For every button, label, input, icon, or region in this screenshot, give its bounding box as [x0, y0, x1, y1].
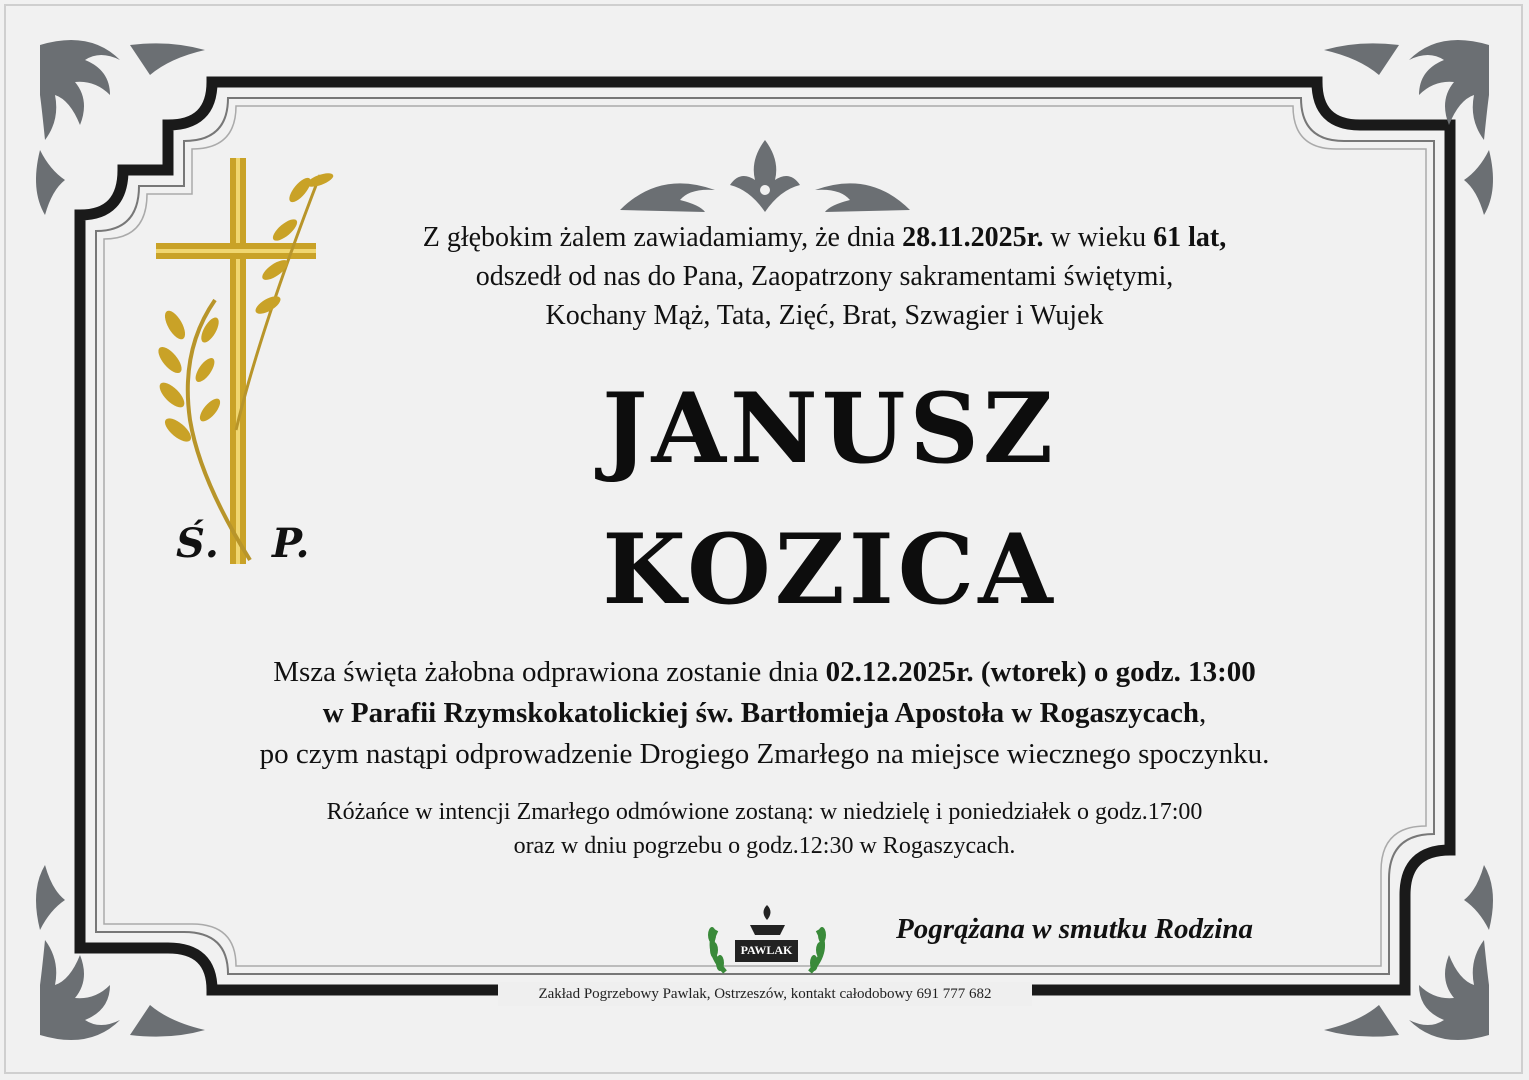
deceased-last-name: KOZICA	[602, 513, 1057, 626]
announcement-intro	[60, 218, 1529, 335]
age: 61 lat,	[1153, 222, 1227, 253]
mass-line-2	[0, 693, 1529, 734]
family-signature: Pogrążana w smutku Rodzina	[896, 913, 1253, 945]
initial-left: Ś.	[176, 520, 219, 567]
deceased-first-name: JANUSZ	[602, 372, 1057, 485]
funeral-home-footer: Zakład Pogrzebowy Pawlak, Ostrzeszów, kontakt całodobowy 691 777 682	[498, 982, 1032, 1006]
rosary-info	[0, 795, 1529, 863]
mass-line-1	[0, 652, 1529, 693]
intro-text: Z głębokim żalem zawiadamiamy, że dnia	[422, 222, 903, 253]
intro-line-1	[60, 218, 1529, 257]
mass-location: w Parafii Rzymskokatolickiej św. Bartłomieja Apostoła w Rogaszycach	[322, 697, 1200, 729]
intro-line-2: odszedł od nas do Pana, Zaopatrzony sakramentami świętymi,	[475, 261, 1174, 292]
death-date: 28.11.2025r.	[902, 222, 1044, 253]
intro-line-3: Kochany Mąż, Tata, Zięć, Brat, Szwagier i Wujek	[545, 300, 1104, 331]
top-center-ornament	[620, 140, 910, 212]
rosary-line-2: oraz w dniu pogrzebu o godz.12:30 w Rogaszycach.	[513, 833, 1016, 859]
intro-age-text: w wieku	[1043, 222, 1154, 253]
logo-name: PAWLAK	[740, 943, 793, 957]
mass-location-tail: ,	[1199, 697, 1207, 729]
funeral-home-logo	[708, 905, 826, 972]
initial-right: P.	[272, 520, 310, 567]
mass-line-3: po czym nastąpi odprowadzenie Drogiego Zmarłego na miejsce wiecznego spoczynku.	[259, 738, 1270, 770]
mass-datetime: 02.12.2025r. (wtorek) o godz. 13:00	[825, 656, 1256, 688]
rosary-line-1: Różańce w intencji Zmarłego odmówione zostaną: w niedzielę i poniedziałek o godz.17:00	[326, 799, 1203, 825]
mass-info	[0, 652, 1529, 775]
mass-text: Msza święta żałobna odprawiona zostanie dnia	[273, 656, 826, 688]
